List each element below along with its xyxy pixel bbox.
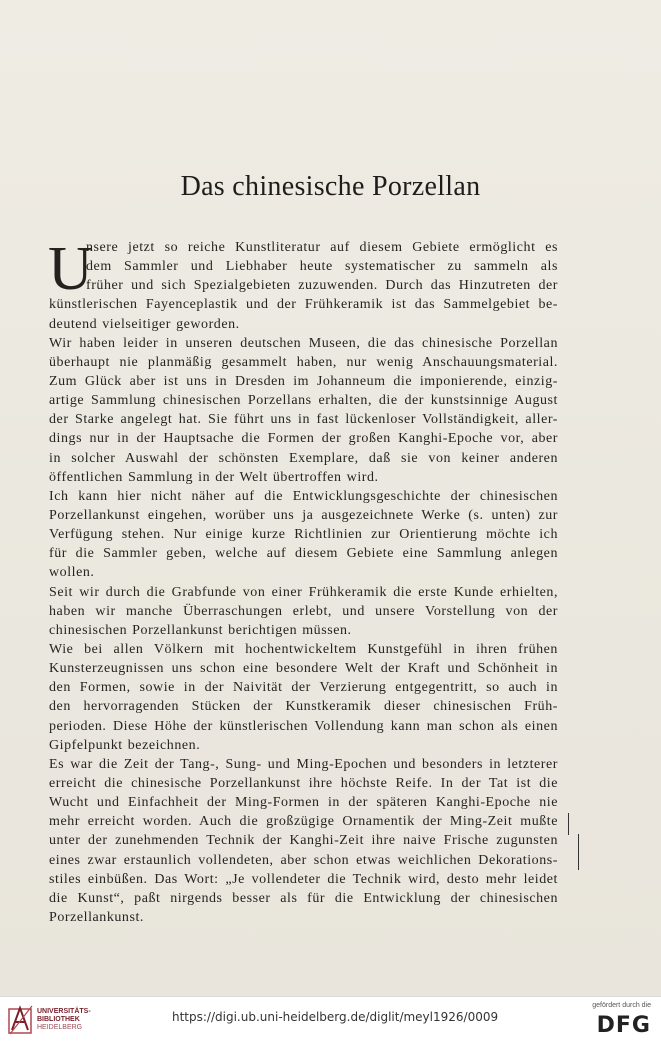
text-line: artige Sammlung chinesischen Porzellans erhalten, die der kunstsinnige August bbox=[49, 393, 558, 409]
footer-bar bbox=[0, 996, 661, 1044]
text-line: künstlerischen Fayenceplastik und der Frühkeramik ist das Sammelgebiet be- bbox=[49, 297, 558, 313]
text-line: der Starke angelegt hat. Sie führt uns in fast lückenloser Vollständigkeit, aller- bbox=[49, 412, 558, 428]
text-line: Gipfelpunkt bezeichnen. bbox=[49, 737, 201, 753]
text-line: Porzellankunst. bbox=[49, 909, 144, 925]
margin-mark bbox=[578, 834, 579, 870]
library-name bbox=[37, 1008, 91, 1032]
text-line: Seit wir durch die Grabfunde von einer Frühkeramik die erste Kunde erhielten, bbox=[49, 584, 558, 600]
text-line: dem Sammler und Liebhaber heute systematischer zu sammeln als bbox=[86, 259, 558, 275]
text-line: nsere jetzt so reiche Kunstliteratur auf diesem Gebiete ermöglicht es bbox=[86, 240, 558, 255]
text-line: Es war die Zeit der Tang-, Sung- und Ming-Epochen und besonders in letzterer bbox=[49, 756, 558, 772]
text-line: die Kunst“, paßt nirgends besser als für die Entwicklung der chinesischen bbox=[49, 890, 558, 906]
text-line: Verfügung stehen. Nur einige kurze Richtlinien zur Orientierung möchte ich bbox=[49, 527, 558, 543]
text-line: dings nur in der Hauptsache die Formen der großen Kanghi-Epoche vor, aber bbox=[49, 431, 558, 447]
text-line: erreicht die chinesische Porzellankunst ihre höchste Reife. In der Tat ist die bbox=[49, 775, 558, 791]
university-library-logo bbox=[8, 1004, 34, 1036]
text-line: unter der zunehmenden Technik der Kanghi-Zeit ihre naive Frische zugunsten bbox=[49, 833, 558, 849]
text-line: perioden. Diese Höhe der künstlerischen Vollendung kann man schon als einen bbox=[49, 718, 558, 734]
text-line: haben wir manche Überraschungen erlebt, und unsere Vorstellung von der bbox=[49, 603, 558, 619]
dropcap-letter: U bbox=[48, 235, 93, 303]
text-line: eines zwar erstaunlich vollendeten, aber schon etwas weichlichen Dekorations- bbox=[49, 852, 558, 868]
margin-mark bbox=[568, 813, 569, 835]
text-line: Ich kann hier nicht näher auf die Entwicklungsgeschichte der chinesischen bbox=[49, 488, 558, 504]
dfg-logo: DFG bbox=[596, 1013, 651, 1038]
permalink-url[interactable]: https://digi.ub.uni-heidelberg.de/diglit/meyl1926/0009 bbox=[172, 1010, 499, 1024]
text-line: deutend vielseitiger geworden. bbox=[49, 316, 240, 332]
funding-label: gefördert durch die bbox=[592, 1002, 651, 1009]
text-line: Zum Glück aber ist uns in Dresden im Johanneum die imponierende, einzig- bbox=[49, 373, 558, 389]
text-line: früher und sich Spezialgebieten zuzuwenden. Durch das Hinzutreten der bbox=[86, 278, 558, 294]
text-line: chinesischen Porzellankunst berichtigen müssen. bbox=[49, 622, 352, 638]
text-line: mehr erreicht worden. Auch die großzügige Ornamentik der Ming-Zeit mußte bbox=[49, 814, 558, 830]
text-line: Wie bei allen Völkern mit hochentwickeltem Kunstgefühl in ihren frühen bbox=[49, 641, 558, 657]
text-line: Wucht und Einfachheit der Ming-Formen in der späteren Kanghi-Epoche nie bbox=[49, 795, 558, 811]
text-line: in solcher Auswahl der schönsten Exemplare, daß sie von keiner anderen bbox=[49, 450, 558, 466]
text-line: den hervorragenden Stücken der Kunstkeramik dieser chinesischen Früh- bbox=[49, 699, 558, 715]
text-line: stiles einbüßen. Das Wort: „Je vollendeter die Technik wird, desto mehr leidet bbox=[49, 871, 558, 887]
text-line: Wir haben leider in unseren deutschen Museen, die das chinesische Porzellan bbox=[49, 335, 558, 351]
page-title: Das chinesische Porzellan bbox=[180, 171, 481, 202]
text-line: den Formen, sowie in der Naivität der Verzierung entgegentritt, so auch in bbox=[49, 680, 558, 696]
library-name-line: BIBLIOTHEK bbox=[37, 1016, 80, 1023]
text-line: öffentlichen Sammlung in der Welt übertroffen wird. bbox=[49, 469, 379, 485]
text-line: überhaupt nie planmäßig gesammelt haben, nur wenig Anschauungsmaterial. bbox=[49, 354, 558, 370]
text-line: für die Sammler geben, welche auf diesem Gebiete eine Sammlung anlegen bbox=[49, 546, 558, 562]
library-name-line: UNIVERSITÄTS- bbox=[37, 1008, 91, 1015]
text-line: Kunsterzeugnissen uns schon eine besondere Welt der Kraft und Schönheit in bbox=[49, 661, 558, 677]
body-text bbox=[48, 235, 558, 927]
text-line: wollen. bbox=[49, 565, 95, 581]
text-line: Porzellankunst eingehen, worüber uns ja ausgezeichnete Werke (s. unten) zur bbox=[49, 507, 558, 523]
library-name-line: HEIDELBERG bbox=[37, 1024, 83, 1031]
